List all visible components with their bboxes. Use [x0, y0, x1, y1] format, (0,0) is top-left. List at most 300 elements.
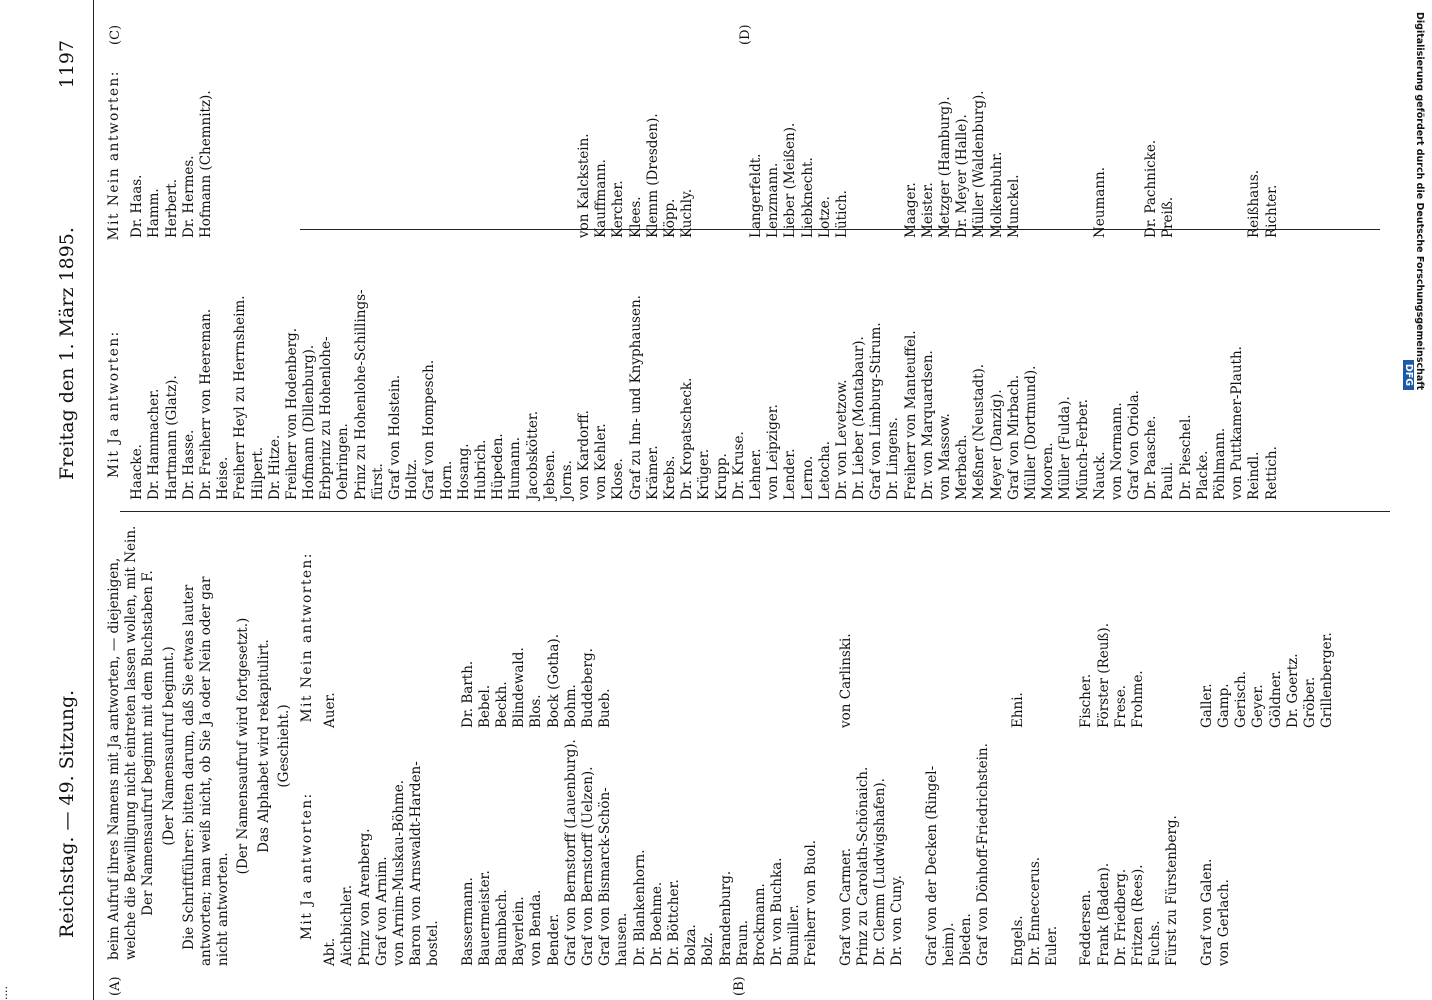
- vote-row: [1216, 526, 1233, 966]
- vote-row: [666, 526, 683, 966]
- page-header: [48, 0, 90, 1000]
- yes-name: Merbach.: [954, 434, 971, 500]
- vote-row: [580, 526, 597, 966]
- speech-line: Die Schriftführer: bitten darum, daß Sie etwas lauter: [180, 584, 197, 950]
- vote-table-right: [129, 50, 1281, 500]
- yes-name: Oehringen.: [335, 423, 352, 500]
- vote-row: [800, 50, 817, 500]
- no-name: Neumann.: [1091, 166, 1108, 238]
- no-name: Auer.: [322, 692, 339, 728]
- vote-row: [490, 50, 507, 500]
- yes-name: Dr. Böttcher.: [665, 879, 682, 966]
- vote-row: [1040, 50, 1057, 500]
- yes-name: Hosang.: [455, 443, 472, 500]
- yes-name: hausen.: [614, 912, 631, 966]
- yes-name: Freiherr Heyl zu Herrnsheim.: [232, 295, 249, 500]
- no-name: Buddeberg.: [580, 648, 597, 728]
- yes-name: Dr. Kropatscheck.: [679, 377, 696, 500]
- header-date: Freitag den 1. März 1895.: [56, 227, 78, 480]
- vote-row: [817, 50, 834, 500]
- no-name: Grillenberger.: [1319, 632, 1336, 728]
- vote-row: [907, 526, 924, 966]
- no-name: Munckel.: [1005, 174, 1022, 238]
- vote-row: [1126, 50, 1143, 500]
- vote-row: [769, 526, 786, 966]
- vote-row: [1164, 526, 1181, 966]
- yes-name: Feddersen.: [1078, 889, 1095, 966]
- yes-name: Baumbach.: [494, 889, 511, 966]
- margin-marker-c: (C): [108, 24, 123, 45]
- vote-row: [576, 50, 593, 500]
- vote-row: [1006, 50, 1023, 500]
- no-name: Frohme.: [1130, 670, 1147, 728]
- yes-name: Erbprinz zu Hohenlohe-: [318, 336, 335, 500]
- vote-row: [1057, 50, 1074, 500]
- vote-row: [164, 50, 181, 500]
- vote-headings: [106, 50, 123, 500]
- vote-row: [782, 50, 799, 500]
- intro-line: Der Namensaufruf beginnt mit dem Buchstaben F.: [140, 570, 157, 916]
- yes-name: Abt.: [322, 937, 339, 966]
- vote-row: [872, 526, 889, 966]
- vote-row: [1160, 50, 1177, 500]
- no-name: Göldner.: [1267, 670, 1284, 728]
- yes-name: Graf von Bernstorff (Uelzen).: [580, 766, 597, 966]
- vote-row: [1264, 50, 1281, 500]
- vote-row: [1178, 50, 1195, 500]
- vote-row: [1075, 50, 1092, 500]
- vote-row: [941, 526, 958, 966]
- vote-row: [129, 50, 146, 500]
- vote-row: [920, 50, 937, 500]
- no-name: Ehni.: [1009, 692, 1026, 728]
- no-name: Hofmann (Chemnitz).: [197, 90, 214, 238]
- vote-row: [559, 50, 576, 500]
- yes-name: Bassermann.: [459, 877, 476, 966]
- vote-row: [752, 526, 769, 966]
- digitization-note: [1403, 0, 1425, 390]
- yes-name: Krüger.: [696, 448, 713, 500]
- yes-name: Dr. Pieschel.: [1177, 414, 1194, 500]
- yes-name: heim).: [940, 922, 957, 966]
- yes-name: Bender.: [545, 913, 562, 966]
- yes-name: Holtz.: [404, 458, 421, 500]
- vote-row: [507, 50, 524, 500]
- vote-row: [821, 526, 838, 966]
- yes-name: Mooren.: [1040, 442, 1057, 500]
- yes-name: Bolz.: [700, 932, 717, 966]
- vote-row: [546, 526, 563, 966]
- margin-marker-b: (B): [732, 976, 747, 996]
- column-left: [106, 526, 1336, 966]
- top-left-scan-mark: ····: [0, 986, 13, 1000]
- yes-name: von Normann.: [1108, 402, 1125, 500]
- vote-row: [971, 50, 988, 500]
- vote-row: [460, 526, 477, 966]
- vote-row: [408, 526, 425, 966]
- yes-name: Engels.: [1009, 915, 1026, 966]
- yes-name: Dr. Clemm (Ludwigshafen).: [872, 778, 889, 966]
- yes-name: Fürst zu Fürstenberg.: [1164, 815, 1181, 966]
- yes-name: Jacobskötter.: [524, 410, 541, 500]
- yes-name: Aichbichler.: [339, 884, 356, 966]
- stage-direction: (Der Namensaufruf wird fortgesetzt.): [235, 617, 252, 875]
- yes-name: Krebs.: [662, 455, 679, 500]
- no-name: Lütich.: [833, 190, 850, 238]
- no-heading: Mit Nein antworten:: [106, 70, 122, 241]
- yes-name: Graf von Bismarck-Schön-: [597, 787, 614, 966]
- yes-name: Dr. Kruse.: [730, 431, 747, 500]
- no-name: Maager.: [902, 182, 919, 238]
- yes-name: Dr. Hammacher.: [146, 388, 163, 500]
- vote-row: [786, 526, 803, 966]
- vote-row: [387, 50, 404, 500]
- yes-name: Fuchs.: [1147, 920, 1164, 966]
- vote-row: [1143, 50, 1160, 500]
- vote-row: [903, 50, 920, 500]
- no-name: Fischer.: [1078, 673, 1095, 728]
- yes-name: von Kardorff.: [576, 410, 593, 500]
- no-name: Gröber.: [1301, 676, 1318, 728]
- vote-row: [318, 50, 335, 500]
- yes-name: Lerno.: [799, 455, 816, 500]
- vote-row: [250, 50, 267, 500]
- stage-direction: (Der Namensaufruf beginnt.): [160, 646, 177, 846]
- no-name: Kuchly.: [679, 188, 696, 238]
- no-name: Molkenbuhr.: [988, 151, 1005, 238]
- yes-name: Prinz von Arenberg.: [356, 828, 373, 966]
- vote-row: [391, 526, 408, 966]
- no-name: Dr. Haas.: [129, 174, 146, 238]
- vote-row: [353, 50, 370, 500]
- no-name: Müller (Waldenburg).: [971, 90, 988, 238]
- no-name: Köpp.: [662, 198, 679, 238]
- vote-row: [370, 50, 387, 500]
- yes-name: Krupp.: [713, 453, 730, 500]
- yes-name: von Arnim-Muskau-Böhme.: [390, 779, 407, 966]
- no-name: Liebknecht.: [799, 157, 816, 238]
- column-right: [106, 50, 1281, 500]
- margin-marker-d: (D): [738, 24, 753, 45]
- vote-row: [1027, 526, 1044, 966]
- yes-name: Dr. Blankenhorn.: [631, 849, 648, 966]
- vote-row: [301, 50, 318, 500]
- yes-name: Reindl.: [1246, 451, 1263, 500]
- vote-row: [628, 50, 645, 500]
- vote-headings: [299, 526, 316, 966]
- yes-name: Placke.: [1194, 450, 1211, 500]
- vote-row: [374, 526, 391, 966]
- yes-name: Hubrich.: [472, 439, 489, 500]
- no-name: Bueb.: [597, 688, 614, 728]
- no-name: Meister.: [919, 182, 936, 238]
- no-name: Dr. Goertz.: [1284, 653, 1301, 728]
- vote-row: [838, 526, 855, 966]
- no-name: Blindewald.: [511, 647, 528, 728]
- yes-name: Jebsen.: [541, 450, 558, 500]
- column-divider-left: [120, 511, 1390, 512]
- yes-name: Klose.: [610, 458, 627, 500]
- no-name: Kauffmann.: [593, 159, 610, 238]
- vote-row: [456, 50, 473, 500]
- vote-row: [683, 526, 700, 966]
- vote-row: [1246, 50, 1263, 500]
- yes-name: Humann.: [507, 437, 524, 500]
- stage-direction: (Geschieht.): [275, 704, 292, 788]
- yes-name: Baron von Arnswaldt-Harden-: [408, 761, 425, 966]
- yes-name: Dr. Boehme.: [648, 881, 665, 966]
- yes-name: Euler.: [1044, 925, 1061, 966]
- vote-row: [1096, 526, 1113, 966]
- vote-row: [1233, 526, 1250, 966]
- vote-row: [718, 526, 735, 966]
- no-name: Hamm.: [146, 188, 163, 238]
- vote-row: [851, 50, 868, 500]
- no-heading: Mit Nein antworten:: [299, 552, 316, 723]
- vote-row: [803, 526, 820, 966]
- yes-name: Frank (Baden).: [1095, 862, 1112, 966]
- vote-row: [473, 50, 490, 500]
- no-name: Galler.: [1198, 683, 1215, 728]
- yes-name: Dr. Paasche.: [1143, 415, 1160, 500]
- yes-name: von Puttkamer-Plauth.: [1229, 346, 1246, 500]
- vote-row: [834, 50, 851, 500]
- vote-row: [1285, 526, 1302, 966]
- yes-name: Dr. Freiherr von Heereman.: [197, 308, 214, 500]
- vote-row: [494, 526, 511, 966]
- yes-name: Meyer (Danzig).: [988, 389, 1005, 500]
- yes-name: Hartmann (Glatz).: [163, 375, 180, 500]
- yes-name: Freiherr von Hodenberg.: [283, 328, 300, 500]
- vote-row: [593, 50, 610, 500]
- yes-name: Dr. Hitze.: [266, 434, 283, 500]
- yes-name: Graf von Bernstorff (Lauenburg).: [562, 739, 579, 966]
- yes-name: Brandenburg.: [717, 870, 734, 966]
- no-name: Reißhaus.: [1246, 169, 1263, 238]
- vote-row: [700, 526, 717, 966]
- no-name: Klemm (Dresden).: [644, 113, 661, 238]
- vote-row: [954, 50, 971, 500]
- vote-row: [765, 50, 782, 500]
- yes-name: Dieden.: [958, 913, 975, 966]
- yes-name: von Leipziger.: [765, 404, 782, 500]
- no-name: Dr. Barth.: [459, 660, 476, 728]
- vote-row: [322, 526, 339, 966]
- vote-row: [1229, 50, 1246, 500]
- yes-name: Hüpeden.: [490, 433, 507, 500]
- vote-row: [1147, 526, 1164, 966]
- yes-name: Graf von Mirbach.: [1005, 374, 1022, 500]
- vote-row: [649, 526, 666, 966]
- no-name: Lenzmann.: [765, 162, 782, 238]
- yes-name: Prinz zu Carolath-Schönaich.: [855, 766, 872, 966]
- yes-name: von Massow.: [937, 413, 954, 500]
- intro-paragraph: [106, 526, 158, 966]
- yes-name: Graf von Arnim.: [373, 856, 390, 966]
- vote-row: [1130, 526, 1147, 966]
- no-name: Preiß.: [1160, 196, 1177, 238]
- vote-row: [1250, 526, 1267, 966]
- no-name: Gamp.: [1215, 683, 1232, 728]
- yes-name: Lender.: [782, 448, 799, 500]
- vote-row: [284, 50, 301, 500]
- vote-row: [975, 526, 992, 966]
- yes-name: Müller (Dortmund).: [1022, 365, 1039, 500]
- no-name: Lieber (Meißen).: [782, 122, 799, 238]
- yes-heading: Mit Ja antworten:: [106, 330, 122, 478]
- yes-name: Letocha.: [816, 440, 833, 500]
- no-name: Dr. Pachnicke.: [1143, 139, 1160, 238]
- dfg-logo: DFG: [1403, 360, 1414, 390]
- no-name: Klees.: [627, 196, 644, 238]
- vote-row: [146, 50, 163, 500]
- vote-row: [731, 50, 748, 500]
- header-page-number: 1197: [56, 40, 78, 89]
- no-name: von Kalckstein.: [576, 133, 593, 238]
- yes-name: Heise.: [215, 456, 232, 500]
- yes-name: Dr. von Levetzow.: [833, 379, 850, 500]
- yes-name: von Benda.: [528, 889, 545, 966]
- yes-name: Brockmann.: [751, 883, 768, 966]
- header-session: Reichstag. — 49. Sitzung.: [56, 689, 78, 938]
- yes-name: Graf von Carmer.: [837, 847, 854, 966]
- vote-row: [232, 50, 249, 500]
- vote-row: [267, 50, 284, 500]
- no-name: Förster (Reuß).: [1095, 623, 1112, 728]
- vote-row: [989, 50, 1006, 500]
- speech-paragraph: [181, 526, 233, 966]
- yes-name: Bolza.: [683, 924, 700, 966]
- vote-row: [1302, 526, 1319, 966]
- vote-row: [885, 50, 902, 500]
- header-rule: [93, 0, 94, 1000]
- yes-name: Krämer.: [644, 445, 661, 500]
- vote-row: [1212, 50, 1229, 500]
- yes-name: Dr. Hasse.: [180, 429, 197, 500]
- vote-row: [439, 50, 456, 500]
- vote-row: [937, 50, 954, 500]
- vote-row: [198, 50, 215, 500]
- vote-row: [1023, 50, 1040, 500]
- yes-name: Braun.: [734, 919, 751, 966]
- vote-row: [542, 50, 559, 500]
- yes-name: von Kehler.: [593, 423, 610, 500]
- vote-row: [1061, 526, 1078, 966]
- vote-row: [215, 50, 232, 500]
- yes-heading: Mit Ja antworten:: [299, 792, 316, 940]
- vote-row: [511, 526, 528, 966]
- yes-name: Meßner (Neustadt).: [971, 363, 988, 500]
- vote-row: [662, 50, 679, 500]
- yes-name: Fritzen (Rees).: [1130, 864, 1147, 966]
- yes-name: Bumiller.: [786, 904, 803, 966]
- no-name: Bebel.: [476, 684, 493, 728]
- yes-name: Münch-Ferber.: [1074, 399, 1091, 500]
- yes-name: Pöhlmann.: [1212, 427, 1229, 500]
- alphabet-note: Das Alphabet wird rekapitulirt.: [255, 639, 272, 853]
- vote-row: [1319, 526, 1336, 966]
- vote-row: [645, 50, 662, 500]
- no-name: Bohm.: [562, 684, 579, 728]
- yes-name: Hofmann (Dillenburg).: [301, 344, 318, 500]
- vote-row: [404, 50, 421, 500]
- vote-row: [993, 526, 1010, 966]
- yes-name: Graf von Dönhoff-Friedrichstein.: [975, 743, 992, 966]
- yes-name: fürst.: [369, 463, 386, 500]
- speech-line: antworten; man weiß nicht, ob Sie Ja oder Nein oder gar: [198, 576, 215, 966]
- yes-name: von Gerlach.: [1215, 879, 1232, 966]
- vote-row: [525, 50, 542, 500]
- yes-name: Bayerlein.: [511, 896, 528, 966]
- vote-row: [958, 526, 975, 966]
- vote-row: [614, 526, 631, 966]
- intro-line: welche die Bewilligung nicht eintreten lassen wollen, mit Nein.: [123, 525, 140, 960]
- yes-name: Freiherr von Manteuffel.: [902, 330, 919, 500]
- vote-row: [696, 50, 713, 500]
- vote-row: [181, 50, 198, 500]
- vote-row: [748, 50, 765, 500]
- vote-row: [528, 526, 545, 966]
- vote-row: [924, 526, 941, 966]
- no-name: Kercher.: [610, 180, 627, 238]
- no-name: Richter.: [1263, 184, 1280, 238]
- yes-name: Freiherr von Buol.: [803, 839, 820, 966]
- no-name: Beckh.: [494, 681, 511, 728]
- no-name: Gerisch.: [1233, 670, 1250, 728]
- vote-row: [1010, 526, 1027, 966]
- vote-row: [632, 526, 649, 966]
- no-name: Herbert.: [163, 178, 180, 238]
- vote-row: [855, 526, 872, 966]
- yes-name: Graf zu Inn- und Knyphausen.: [627, 295, 644, 500]
- vote-row: [1199, 526, 1216, 966]
- yes-name: Dr. Lieber (Montabaur).: [851, 336, 868, 500]
- vote-row: [563, 526, 580, 966]
- no-name: Metzger (Hamburg).: [937, 96, 954, 238]
- no-name: Dr. Hermes.: [180, 155, 197, 238]
- yes-name: Hilpert.: [249, 446, 266, 500]
- yes-name: Graf von Limburg-Stirum.: [868, 322, 885, 500]
- yes-name: Graf von der Decken (Ringel-: [923, 765, 940, 966]
- vote-row: [421, 50, 438, 500]
- yes-name: Graf von Galen.: [1198, 858, 1215, 966]
- no-name: Geyer.: [1250, 684, 1267, 728]
- no-name: Frese.: [1112, 684, 1129, 728]
- vote-row: [1044, 526, 1061, 966]
- no-name: Langerfeldt.: [747, 153, 764, 238]
- yes-name: Jorns.: [558, 460, 575, 500]
- yes-name: Müller (Fulda).: [1057, 396, 1074, 500]
- vote-row: [425, 526, 442, 966]
- digitization-text: Digitalisierung gefördert durch die Deutsche Forschungsgemeinschaft: [1414, 12, 1425, 390]
- yes-name: Haacke.: [129, 444, 146, 500]
- vote-row: [1078, 526, 1095, 966]
- yes-name: Graf von Holstein.: [387, 374, 404, 500]
- yes-name: Dr. von Cuny.: [889, 875, 906, 966]
- vote-row: [714, 50, 731, 500]
- no-name: Blos.: [528, 694, 545, 728]
- vote-row: [597, 526, 614, 966]
- vote-row: [339, 526, 356, 966]
- vote-row: [868, 50, 885, 500]
- yes-name: Pauli.: [1160, 461, 1177, 500]
- intro-line: beim Aufruf ihres Namens mit Ja antworten, — diejenigen,: [106, 557, 122, 960]
- yes-name: Rettich.: [1263, 446, 1280, 500]
- margin-marker-a: (A): [108, 976, 123, 996]
- yes-name: Graf von Hompesch.: [421, 359, 438, 500]
- no-name: von Carlinski.: [837, 633, 854, 728]
- no-name: Bock (Gotha).: [545, 634, 562, 728]
